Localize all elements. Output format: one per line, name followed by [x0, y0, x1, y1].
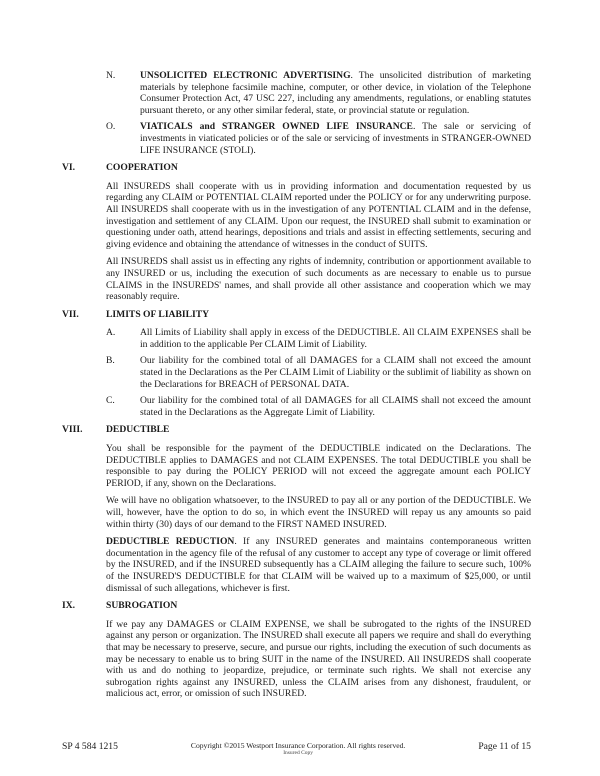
section-heading-deductible: DEDUCTIBLE	[106, 424, 170, 436]
limits-item-text: Our liability for the combined total of all DAMAGES for a CLAIM shall not exceed the amount stated in the Declarations as the Per CLAIM Limit of Liability or the sublimit of liability as shown on the Declarations for BREACH of PERSONAL DATA.	[140, 355, 531, 390]
item-n-label: N.	[106, 70, 116, 81]
deductible-reduction-body: . If any INSURED generates and maintains contemporaneous written documentation in the agency file of the refusal of any customer to accept any type of coverage or limit offered by the INSURED, and if the INSURED subsequently has a CLAIM alleging the failure to secure such, 100% of the INSURED'S DEDUCTIBLE for that CLAIM will be waived up to a maximum of $25,000, or until dismissal of such allegations, whichever is first.	[106, 536, 531, 594]
deductible-paragraph-1: You shall be responsible for the payment of the DEDUCTIBLE indicated on the Declarations. The DEDUCTIBLE applies to DAMAGES and not CLAIM EXPENSES. The total DEDUCTIBLE you shall be responsible to pay during the POLICY PERIOD will not exceed the aggregate amount each POLICY PERIOD, if any, shown on the Declarations.	[106, 443, 531, 489]
subrogation-paragraph: If we pay any DAMAGES or CLAIM EXPENSE, we shall be subrogated to the rights of the INSURED against any person or organization. The INSURED shall execute all papers we require and shall do everything that may be necessary to preserve, secure, and pursue our rights, including the execution of such documents as may be necessary to enable us to bring SUIT in the name of the INSURED. All INSUREDS shall cooperate with us and do nothing to jeopardize, prejudice, or terminate such rights. We shall not exercise any subrogation rights against any INSURED, unless the CLAIM arises from any dishonest, fraudulent, or malicious act, error, or omission of such INSURED.	[106, 618, 531, 700]
limits-item-text: All Limits of Liability shall apply in excess of the DEDUCTIBLE. All CLAIM EXPENSES shall be in addition to the applicable Per CLAIM Limit of Liability.	[140, 327, 531, 350]
copyright	[191, 741, 405, 756]
item-o-label: O.	[106, 121, 116, 133]
limits-item-label: C.	[106, 395, 115, 407]
section-header-deductible	[62, 424, 531, 436]
deductible-reduction-title: DEDUCTIBLE REDUCTION	[106, 536, 235, 548]
form-number: SP 4 584 1215	[62, 741, 118, 752]
item-o-text	[140, 121, 531, 156]
exclusion-item-o	[62, 121, 531, 156]
item-o-title: VIATICALS and STRANGER OWNED LIFE INSURANCE	[140, 121, 413, 133]
item-n-title: UNSOLICITED ELECTRONIC ADVERTISING	[140, 70, 351, 81]
limits-item-text: Our liability for the combined total of all DAMAGES for all CLAIMS shall not exceed the amount stated in the Declarations as the Aggregate Limit of Liability.	[140, 395, 531, 418]
page-footer	[62, 741, 531, 756]
section-heading-subrogation: SUBROGATION	[106, 600, 178, 612]
limits-item-label: A.	[106, 327, 116, 339]
section-numeral: IX.	[62, 600, 76, 612]
cooperation-paragraph-2: All INSUREDS shall assist us in effecting any rights of indemnity, contribution or apportionment available to any INSURED or us, including the execution of such documents as are necessary to enable us to pursue CLAIMS in the INSUREDS' names, and shall provide all other assistance and cooperation which we may reasonably require.	[106, 256, 531, 303]
copyright-text: Copyright ©2015 Westport Insurance Corporation. All rights reserved.	[190, 741, 406, 750]
limits-item	[62, 355, 531, 390]
item-o-body: . The sale or servicing of investments in viaticated policies or of the sale or servicing of investments in STRANGER-OWNED LIFE INSURANCE (STOLI).	[140, 121, 531, 156]
deductible-paragraph-2: We will have no obligation whatsoever, to the INSURED to pay all or any portion of the DEDUCTIBLE. We will, however, have the option to do so, in which event the INSURED will repay us any amounts so paid within thirty (30) days of our demand to the FIRST NAMED INSURED.	[106, 495, 531, 530]
limits-item	[62, 327, 531, 350]
section-numeral: VIII.	[62, 424, 83, 436]
limits-item-label: B.	[106, 355, 115, 367]
section-heading-cooperation: COOPERATION	[106, 162, 178, 174]
limits-item	[62, 395, 531, 418]
section-numeral: VI.	[62, 162, 76, 174]
deductible-reduction-paragraph	[106, 536, 531, 594]
section-header-limits	[62, 309, 531, 321]
section-heading-limits: LIMITS OF LIABILITY	[106, 308, 210, 320]
document-body	[62, 70, 531, 706]
page-number: Page 11 of 15	[478, 741, 531, 752]
insured-copy-watermark: Insured Copy	[283, 750, 313, 756]
cooperation-paragraph-1: All INSUREDS shall cooperate with us in providing information and documentation requested by us regarding any CLAIM or POTENTIAL CLAIM reported under the POLICY or for any underwriting purpose. All INSUREDS shall cooperate with us in the investigation of any POTENTIAL CLAIM and in the defense, investigation and settlement of any CLAIM. Upon our request, the INSURED shall submit to examination or questioning under oath, attend hearings, depositions and trials and assist in effecting settlements, securing and giving evidence and obtaining the attendance of witnesses in the conduct of SUITS.	[106, 180, 531, 250]
item-n-body: . The unsolicited distribution of marketing materials by telephone facsimile machine, computer, or other device, in violation of the Telephone Consumer Protection Act, 47 USC 227, including any amendments, regulations, or enabling statutes pursuant thereto, or any other similar federal, state, or provincial statute or regulation.	[140, 70, 531, 116]
section-header-cooperation	[62, 162, 531, 174]
item-n-text	[140, 70, 531, 116]
section-numeral: VII.	[62, 308, 79, 320]
section-header-subrogation	[62, 600, 531, 612]
exclusion-item-n	[62, 70, 531, 116]
